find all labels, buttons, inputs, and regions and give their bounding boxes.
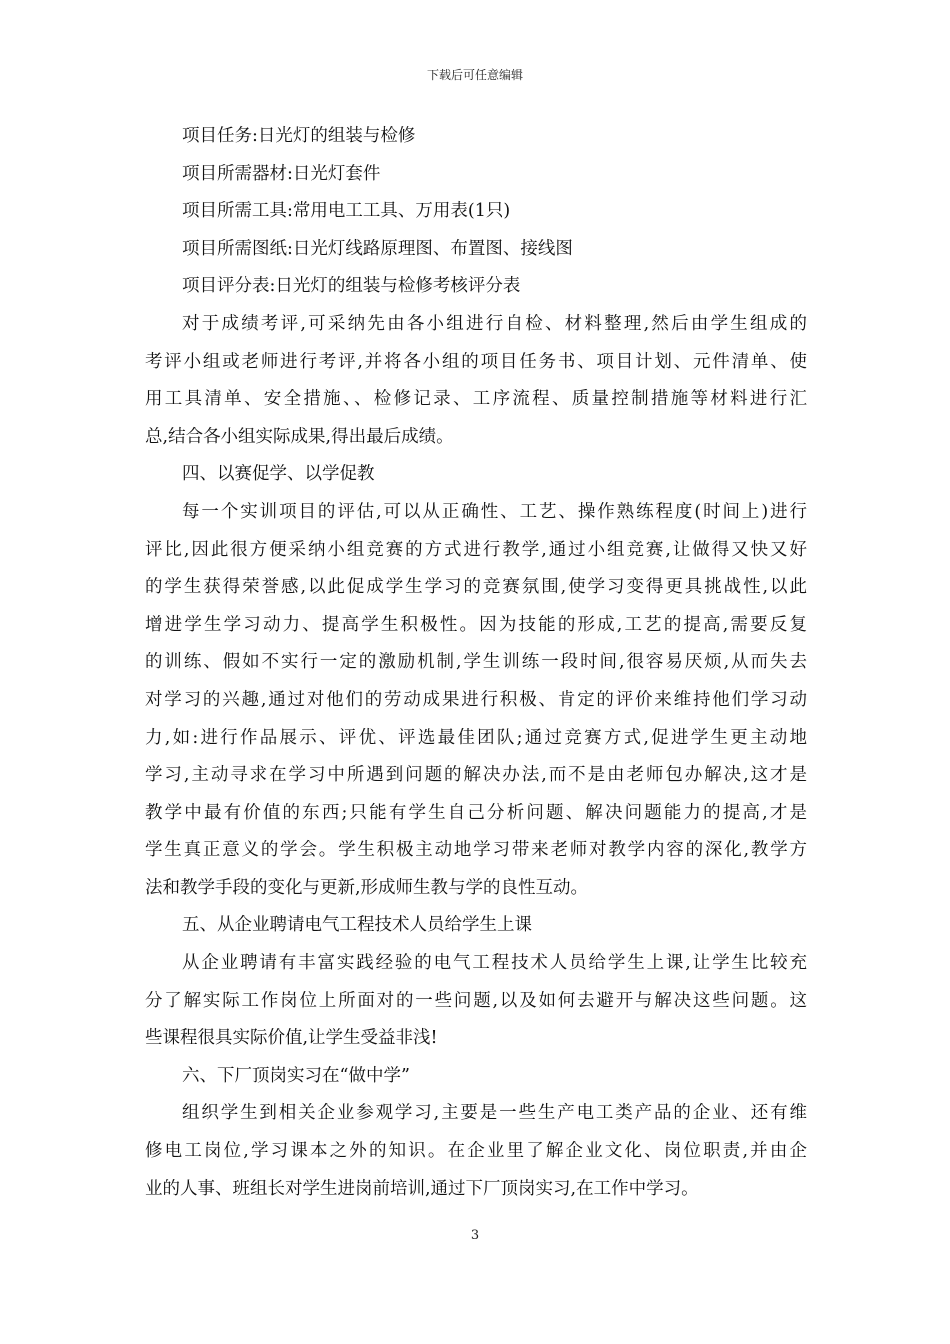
text-line: 评比,因此很方便采纳小组竞赛的方式进行教学,通过小组竞赛,让做得又快又好 <box>145 539 807 560</box>
text-line: 分了解实际工作岗位上所面对的一些问题,以及如何去避开与解决这些问题。这 <box>145 990 807 1011</box>
text-line: 项目所需图纸:日光灯线路原理图、布置图、接线图 <box>182 238 573 259</box>
text-line: 修电工岗位,学习课本之外的知识。在企业里了解企业文化、岗位职责,并由企 <box>145 1141 807 1162</box>
text-line: 学习,主动寻求在学习中所遇到问题的解决办法,而不是由老师包办解决,这才是 <box>145 765 807 786</box>
text-line: 业的人事、班组长对学生进岗前培训,通过下厂顶岗实习,在工作中学习。 <box>145 1178 699 1199</box>
text-line: 增进学生学习动力、提高学生积极性。因为技能的形成,工艺的提高,需要反复 <box>145 614 807 635</box>
text-line: 力,如:进行作品展示、评优、评选最佳团队;通过竞赛方式,促进学生更主动地 <box>145 727 807 748</box>
section-heading: 四、以赛促学、以学促教 <box>182 464 375 485</box>
text-line: 的学生获得荣誉感,以此促成学生学习的竞赛氛围,使学习变得更具挑战性,以此 <box>145 577 807 598</box>
section-heading: 六、下厂顶岗实习在“做中学” <box>182 1065 410 1086</box>
text-line: 对于成绩考评,可采纳先由各小组进行自检、材料整理,然后由学生组成的 <box>182 313 807 334</box>
text-line: 从企业聘请有丰富实践经验的电气工程技术人员给学生上课,让学生比较充 <box>182 953 807 974</box>
text-line: 教学中最有价值的东西;只能有学生自己分析问题、解决问题能力的提高,才是 <box>145 802 807 823</box>
document-body <box>145 118 807 1208</box>
text-line: 项目所需器材:日光灯套件 <box>182 163 381 184</box>
text-line: 项目评分表:日光灯的组装与检修考核评分表 <box>182 276 521 297</box>
text-line: 考评小组或老师进行考评,并将各小组的项目任务书、项目计划、元件清单、使 <box>145 351 807 372</box>
text-line: 项目任务:日光灯的组装与检修 <box>182 126 416 146</box>
text-line: 对学习的兴趣,通过对他们的劳动成果进行积极、肯定的评价来维持他们学习动 <box>145 689 807 710</box>
section-heading: 五、从企业聘请电气工程技术人员给学生上课 <box>182 915 532 936</box>
text-line: 项目所需工具:常用电工工具、万用表(1只) <box>182 201 511 222</box>
text-line: 些课程很具实际价值,让学生受益非浅! <box>145 1028 438 1049</box>
page-header: 下载后可任意编辑 <box>426 68 523 82</box>
text-line: 总,结合各小组实际成果,得出最后成绩。 <box>145 426 454 447</box>
text-line: 的训练、假如不实行一定的激励机制,学生训练一段时间,很容易厌烦,从而失去 <box>145 652 807 673</box>
text-line: 学生真正意义的学会。学生积极主动地学习带来老师对教学内容的深化,教学方 <box>145 840 807 861</box>
text-line: 法和教学手段的变化与更新,形成师生教与学的良性互动。 <box>145 877 589 898</box>
text-line: 组织学生到相关企业参观学习,主要是一些生产电工类产品的企业、还有维 <box>182 1103 807 1124</box>
page-number: 3 <box>470 1228 480 1243</box>
text-line: 每一个实训项目的评估,可以从正确性、工艺、操作熟练程度(时间上)进行 <box>182 501 807 522</box>
text-line: 用工具清单、安全措施、、检修记录、工序流程、质量控制措施等材料进行汇 <box>145 389 807 410</box>
